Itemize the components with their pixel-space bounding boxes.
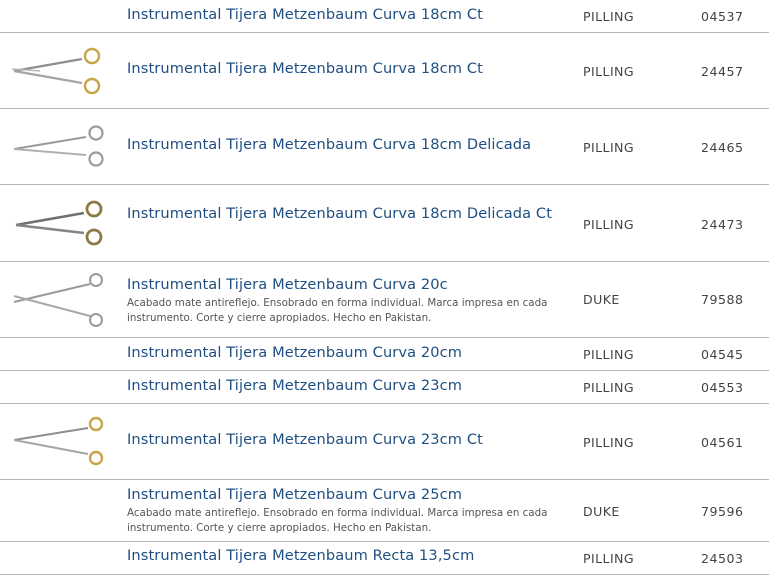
product-row[interactable] (0, 542, 769, 575)
product-row[interactable] (0, 480, 769, 542)
scissors-silver-icon (10, 270, 106, 330)
scissors-silver-icon (10, 119, 106, 175)
product-name-cell (127, 344, 567, 362)
product-name-cell (127, 205, 567, 223)
product-title-link[interactable]: Instrumental Tijera Metzenbaum Curva 18cm Delicada (127, 136, 532, 153)
product-code: 24457 (701, 64, 744, 79)
product-code: 24473 (701, 217, 744, 232)
product-brand: DUKE (583, 292, 620, 307)
product-row[interactable] (0, 109, 769, 185)
product-brand: PILLING (583, 217, 635, 232)
product-name-cell (127, 486, 567, 536)
product-brand: PILLING (583, 64, 635, 79)
product-code: 04553 (701, 380, 744, 395)
product-row[interactable] (0, 33, 769, 109)
product-name-cell (127, 60, 567, 78)
product-code: 79588 (701, 292, 744, 307)
product-code: 04545 (701, 347, 744, 362)
product-title-link[interactable]: Instrumental Tijera Metzenbaum Curva 18cm Ct (127, 60, 483, 77)
product-brand: PILLING (583, 9, 635, 24)
product-title-link[interactable]: Instrumental Tijera Metzenbaum Curva 25cm (127, 486, 463, 503)
product-row[interactable] (0, 262, 769, 338)
scissors-gold-icon (10, 414, 106, 470)
product-description: Acabado mate antireflejo. Ensobrado en forma individual. Marca impresa en cada instrumento. Corte y cierre apropiados. Hecho en Pakistan. (127, 297, 548, 324)
product-image[interactable] (8, 404, 108, 479)
product-title-link[interactable]: Instrumental Tijera Metzenbaum Curva 18cm Ct (127, 6, 483, 23)
product-row[interactable] (0, 185, 769, 262)
product-title-link[interactable]: Instrumental Tijera Metzenbaum Curva 23cm Ct (127, 431, 483, 448)
product-row[interactable] (0, 404, 769, 480)
product-code: 79596 (701, 504, 744, 519)
product-name-cell (127, 377, 567, 395)
scissors-dark-gold-icon (10, 195, 106, 251)
product-image[interactable] (8, 185, 108, 261)
product-title-link[interactable]: Instrumental Tijera Metzenbaum Curva 20cm (127, 344, 463, 361)
product-code: 24465 (701, 140, 744, 155)
product-brand: DUKE (583, 504, 620, 519)
product-image[interactable] (8, 262, 108, 337)
product-name-cell (127, 276, 567, 326)
product-row[interactable] (0, 338, 769, 371)
product-name-cell (127, 6, 567, 24)
product-name-cell (127, 431, 567, 449)
scissors-gold-icon (10, 43, 106, 99)
product-brand: PILLING (583, 140, 635, 155)
product-row[interactable] (0, 0, 769, 33)
product-description: Acabado mate antireflejo. Ensobrado en forma individual. Marca impresa en cada instrumento. Corte y cierre apropiados. Hecho en Pakistan. (127, 507, 548, 534)
product-code: 24503 (701, 551, 744, 566)
product-code: 04537 (701, 9, 744, 24)
product-brand: PILLING (583, 551, 635, 566)
product-title-link[interactable]: Instrumental Tijera Metzenbaum Curva 18cm Delicada Ct (127, 205, 553, 222)
product-image[interactable] (8, 109, 108, 184)
product-brand: PILLING (583, 347, 635, 362)
product-row[interactable] (0, 371, 769, 404)
product-name-cell (127, 136, 567, 154)
product-title-link[interactable]: Instrumental Tijera Metzenbaum Recta 13,5cm (127, 547, 475, 564)
product-title-link[interactable]: Instrumental Tijera Metzenbaum Curva 23cm (127, 377, 463, 394)
product-code: 04561 (701, 435, 744, 450)
product-brand: PILLING (583, 435, 635, 450)
product-brand: PILLING (583, 380, 635, 395)
product-title-link[interactable]: Instrumental Tijera Metzenbaum Curva 20c (127, 276, 448, 293)
product-name-cell (127, 547, 567, 565)
product-image[interactable] (8, 33, 108, 108)
